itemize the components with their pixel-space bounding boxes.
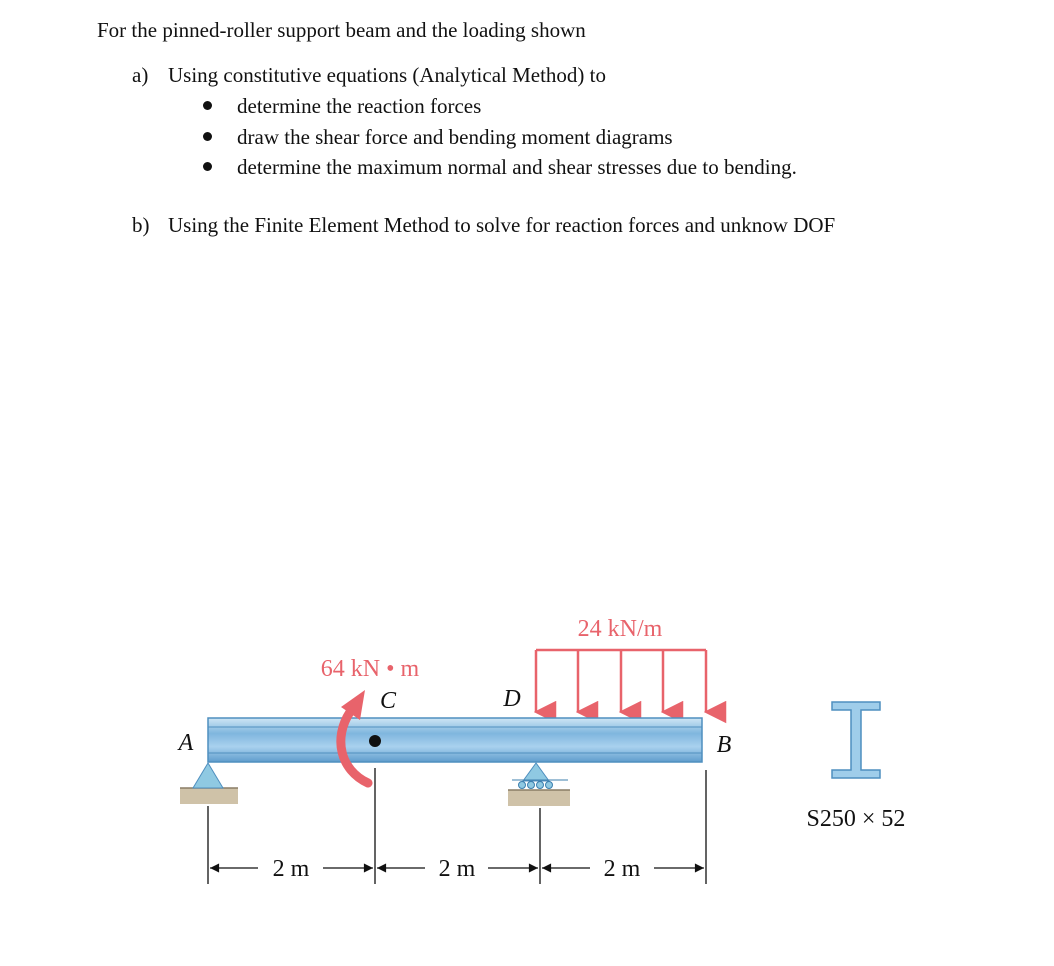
part-a-bullet-1: determine the reaction forces [237,94,482,118]
part-b-marker: b) [132,213,150,237]
point-b-label: B [716,732,732,758]
distributed-load [536,650,706,712]
roller-support-d [508,763,570,806]
part-a-bullet-2: draw the shear force and bending moment diagrams [237,125,673,149]
part-a-bullet-3: determine the maximum normal and shear stresses due to bending. [237,155,797,179]
section-label: S250 × 52 [806,806,906,832]
point-d-label: D [503,686,521,712]
dimension-label-2: 2 m [438,856,476,882]
couple-label: 64 kN • m [320,656,420,682]
i-beam-section-icon [832,702,880,778]
pin-support-a [180,763,238,804]
beam [208,718,702,762]
part-b-text: Using the Finite Element Method to solve for reaction forces and unknow DOF [168,213,836,237]
point-c-label: C [379,688,397,714]
dimension-label-3: 2 m [603,856,641,882]
part-a-text: Using constitutive equations (Analytical Method) to [168,63,607,87]
distributed-load-label: 24 kN/m [577,616,663,642]
dimension-label-1: 2 m [272,856,310,882]
problem-intro: For the pinned-roller support beam and the loading shown [97,18,586,42]
point-c-dot [369,735,381,747]
point-a-label: A [178,730,194,756]
part-a-marker: a) [132,63,149,87]
